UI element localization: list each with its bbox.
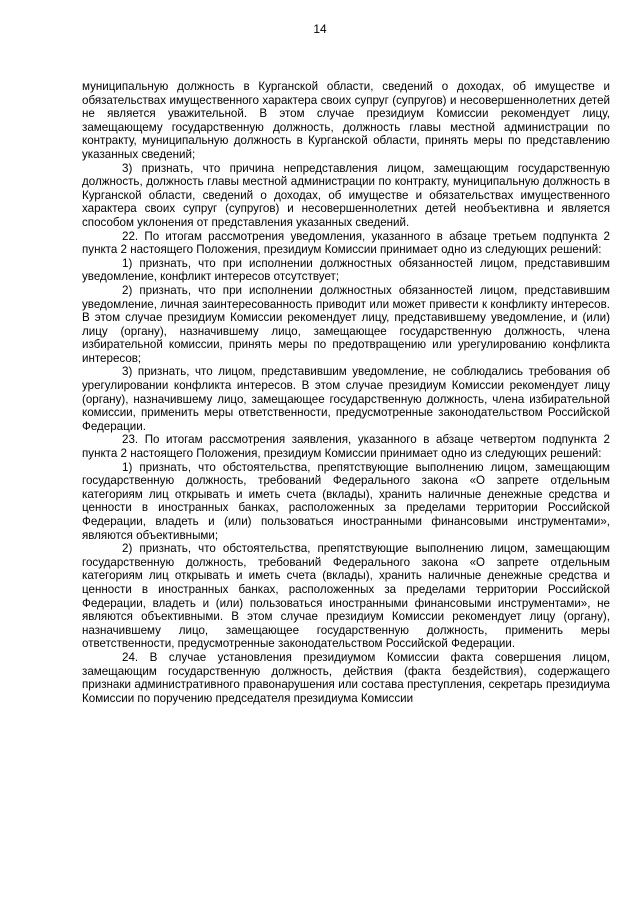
paragraph: 1) признать, что при исполнении должностных обязанностей лицом, представившим уведомление, конфликт интересов отсутствует; [82, 256, 610, 284]
paragraph: 24. В случае установления президиумом Комиссии факта совершения лицом, замещающим государственную должность, действия (факта бездействия), содержащего признаки административного правонарушения или состава преступления, секретарь президиума Комиссии по поручению председателя президиума Комиссии [82, 650, 610, 705]
document-body [82, 80, 610, 705]
paragraph: 2) признать, что обстоятельства, препятствующие выполнению лицом, замещающим государственную должность, требований Федерального закона «О запрете отдельным категориям лиц открывать и иметь счета (вклады), хранить наличные денежные средства и ценности в иностранных банках, расположенных за пределами территории Российской Федерации, владеть и (или) пользоваться иностранными финансовыми инструментами», не являются объективными. В этом случае президиум Комиссии рекомендует лицу (органу), назначившему лицо, замещающее государственную должность, применить меры ответственности, предусмотренные законодательством Российской Федерации. [82, 542, 610, 651]
paragraph: 22. По итогам рассмотрения уведомления, указанного в абзаце третьем подпункта 2 пункта 2 настоящего Положения, президиум Комиссии принимает одно из следующих решений: [82, 229, 610, 257]
paragraph: 3) признать, что лицом, представившим уведомление, не соблюдались требования об урегулировании конфликта интересов. В этом случае президиум Комиссии рекомендует лицу (органу), назначившему лицо, замещающее государственную должность, члена избирательной комиссии, применить меры ответственности, предусмотренные законодательством Российской Федерации. [82, 365, 610, 433]
paragraph: 1) признать, что обстоятельства, препятствующие выполнению лицом, замещающим государственную должность, требований Федерального закона «О запрете отдельным категориям лиц открывать и иметь счета (вклады), хранить наличные денежные средства и ценности в иностранных банках, расположенных за пределами территории Российской Федерации, владеть и (или) пользоваться иностранными финансовыми инструментами», являются объективными; [82, 460, 610, 542]
paragraph: 23. По итогам рассмотрения заявления, указанного в абзаце четвертом подпункта 2 пункта 2 настоящего Положения, президиум Комиссии принимает одно из следующих решений: [82, 433, 610, 461]
paragraph: 2) признать, что при исполнении должностных обязанностей лицом, представившим уведомление, личная заинтересованность приводит или может привести к конфликту интересов. В этом случае президиум Комиссии рекомендует лицу, представившему уведомление, и (или) лицу (органу), назначившему лицо, замещающее государственную должность, члена избирательной комиссии, принять меры по предотвращению или урегулированию конфликта интересов; [82, 283, 610, 365]
paragraph: муниципальную должность в Курганской области, сведений о доходах, об имуществе и обязательствах имущественного характера своих супруг (супругов) и несовершеннолетних детей не является уважительной. В этом случае президиум Комиссии рекомендует лицу, замещающему государственную должность, должность главы местной администрации по контракту, муниципальную должность в Курганской области, принять меры по представлению указанных сведений; [82, 80, 610, 161]
page-number: 14 [313, 22, 327, 36]
paragraph: 3) признать, что причина непредставления лицом, замещающим государственную должность, должность главы местной администрации по контракту, муниципальную должность в Курганской области, сведений о доходах, об имуществе и обязательствах имущественного характера своих супруг (супругов) и несовершеннолетних детей необъективна и является способом уклонения от представления указанных сведений. [82, 161, 610, 229]
